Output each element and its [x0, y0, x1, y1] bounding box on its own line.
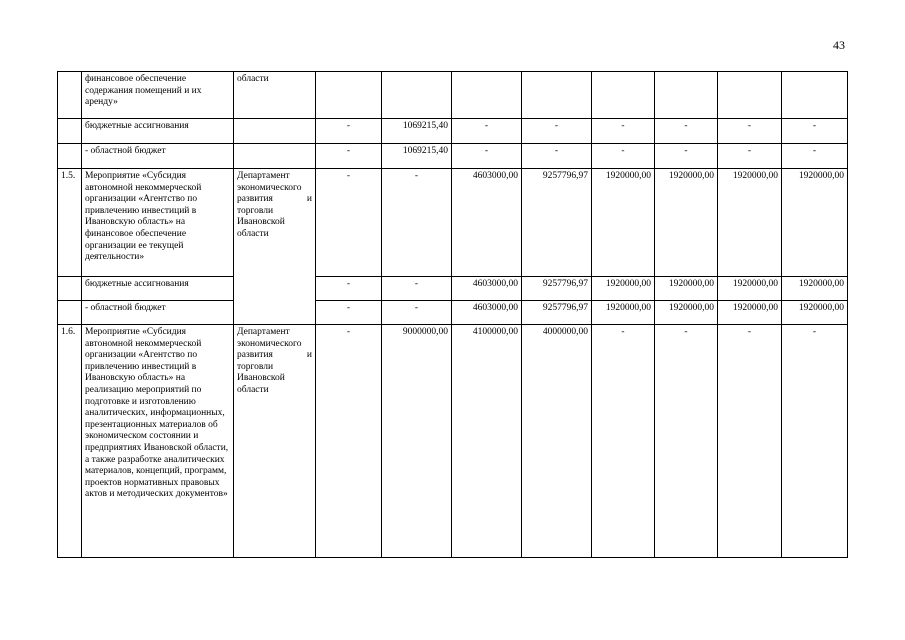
value-cell: 1920000,00: [782, 169, 848, 277]
table-row: [58, 169, 848, 277]
value-cell: -: [782, 325, 848, 558]
value-cell: -: [718, 119, 782, 144]
executor-line: экономического: [237, 338, 302, 349]
executor: [234, 169, 316, 325]
value-cell: [718, 72, 782, 119]
value-cell: -: [316, 325, 382, 558]
item-name: Мероприятие «Субсидия автономной некоммерческой организации «Агентство по привлечению инвестиций в Ивановскую область» на реализацию мероприятий по подготовке и изготовлению аналитических, информационных, презентационных материалов об экономическом состоянии и предприятиях Ивановской области, а также разработке аналитических материалов, концепций, программ, проектов нормативных правовых актов и методических документов»: [82, 325, 234, 558]
value-cell: 4603000,00: [452, 169, 522, 277]
value-cell: -: [655, 325, 718, 558]
program-table: [57, 71, 848, 558]
row-number: [58, 277, 82, 301]
value-cell: 1920000,00: [655, 301, 718, 325]
value-cell: -: [522, 144, 592, 169]
row-number: [58, 72, 82, 119]
value-cell: [782, 72, 848, 119]
item-name: Мероприятие «Субсидия автономной некоммерческой организации «Агентство по привлечению инвестиций в Ивановскую область» на финансовое обеспечение организации ее текущей деятельности»: [82, 169, 234, 277]
value-cell: -: [382, 277, 452, 301]
table-row: [58, 119, 848, 144]
value-cell: [522, 72, 592, 119]
value-cell: -: [316, 277, 382, 301]
executor-line: [237, 194, 312, 206]
table-row: [58, 144, 848, 169]
value-cell: -: [592, 325, 655, 558]
value-cell: 1069215,40: [382, 119, 452, 144]
value-cell: 4603000,00: [452, 301, 522, 325]
executor-line: Ивановской: [237, 373, 285, 384]
table-row: [58, 325, 848, 558]
value-cell: -: [316, 119, 382, 144]
value-cell: 1920000,00: [718, 169, 782, 277]
value-cell: [592, 72, 655, 119]
value-cell: -: [782, 119, 848, 144]
value-cell: -: [452, 144, 522, 169]
executor-line: экономического: [237, 182, 302, 193]
executor-line: Департамент: [237, 171, 290, 181]
value-cell: -: [382, 301, 452, 325]
value-cell: 4000000,00: [522, 325, 592, 558]
value-cell: 1920000,00: [718, 301, 782, 325]
executor-word: и: [306, 194, 312, 205]
value-cell: 4603000,00: [452, 277, 522, 301]
item-name: - областной бюджет: [82, 301, 234, 325]
value-cell: -: [452, 119, 522, 144]
value-cell: 1920000,00: [655, 277, 718, 301]
executor-line: Ивановской: [237, 217, 285, 228]
value-cell: [452, 72, 522, 119]
value-cell: 1920000,00: [718, 277, 782, 301]
executor-word: развития: [237, 194, 273, 205]
value-cell: -: [316, 144, 382, 169]
value-cell: [316, 72, 382, 119]
value-cell: 1920000,00: [782, 277, 848, 301]
value-cell: -: [382, 169, 452, 277]
executor-line: торговли: [237, 361, 274, 372]
value-cell: 1920000,00: [592, 169, 655, 277]
row-number: 1.5.: [58, 169, 82, 277]
value-cell: 9257796,97: [522, 169, 592, 277]
page-number: 43: [833, 38, 845, 52]
executor: [234, 144, 316, 169]
executor-line: [237, 350, 312, 362]
value-cell: 1920000,00: [592, 301, 655, 325]
value-cell: -: [782, 144, 848, 169]
value-cell: 1920000,00: [782, 301, 848, 325]
row-number: [58, 301, 82, 325]
value-cell: 1920000,00: [655, 169, 718, 277]
executor: области: [234, 72, 316, 119]
value-cell: [655, 72, 718, 119]
value-cell: -: [718, 144, 782, 169]
item-name: - областной бюджет: [82, 144, 234, 169]
value-cell: -: [655, 144, 718, 169]
row-number: 1.6.: [58, 325, 82, 558]
value-cell: -: [522, 119, 592, 144]
value-cell: -: [592, 119, 655, 144]
value-cell: 4100000,00: [452, 325, 522, 558]
executor-line: торговли: [237, 205, 274, 216]
row-number: [58, 144, 82, 169]
executor-word: развития: [237, 350, 273, 361]
executor-word: и: [306, 350, 312, 361]
value-cell: -: [316, 169, 382, 277]
item-name: финансовое обеспечение содержания помещений и их аренду»: [82, 72, 234, 119]
value-cell: 9257796,97: [522, 277, 592, 301]
executor-line: области: [237, 384, 269, 395]
value-cell: -: [316, 301, 382, 325]
executor: [234, 325, 316, 558]
value-cell: [382, 72, 452, 119]
value-cell: 1069215,40: [382, 144, 452, 169]
table-row: [58, 277, 848, 301]
value-cell: -: [718, 325, 782, 558]
value-cell: -: [592, 144, 655, 169]
table-row: [58, 301, 848, 325]
executor-line: Департамент: [237, 327, 290, 337]
value-cell: 9257796,97: [522, 301, 592, 325]
executor: [234, 119, 316, 144]
value-cell: -: [655, 119, 718, 144]
value-cell: 1920000,00: [592, 277, 655, 301]
row-number: [58, 119, 82, 144]
value-cell: 9000000,00: [382, 325, 452, 558]
item-name: бюджетные ассигнования: [82, 277, 234, 301]
item-name: бюджетные ассигнования: [82, 119, 234, 144]
executor-line: области: [237, 228, 269, 239]
table-row: [58, 72, 848, 119]
